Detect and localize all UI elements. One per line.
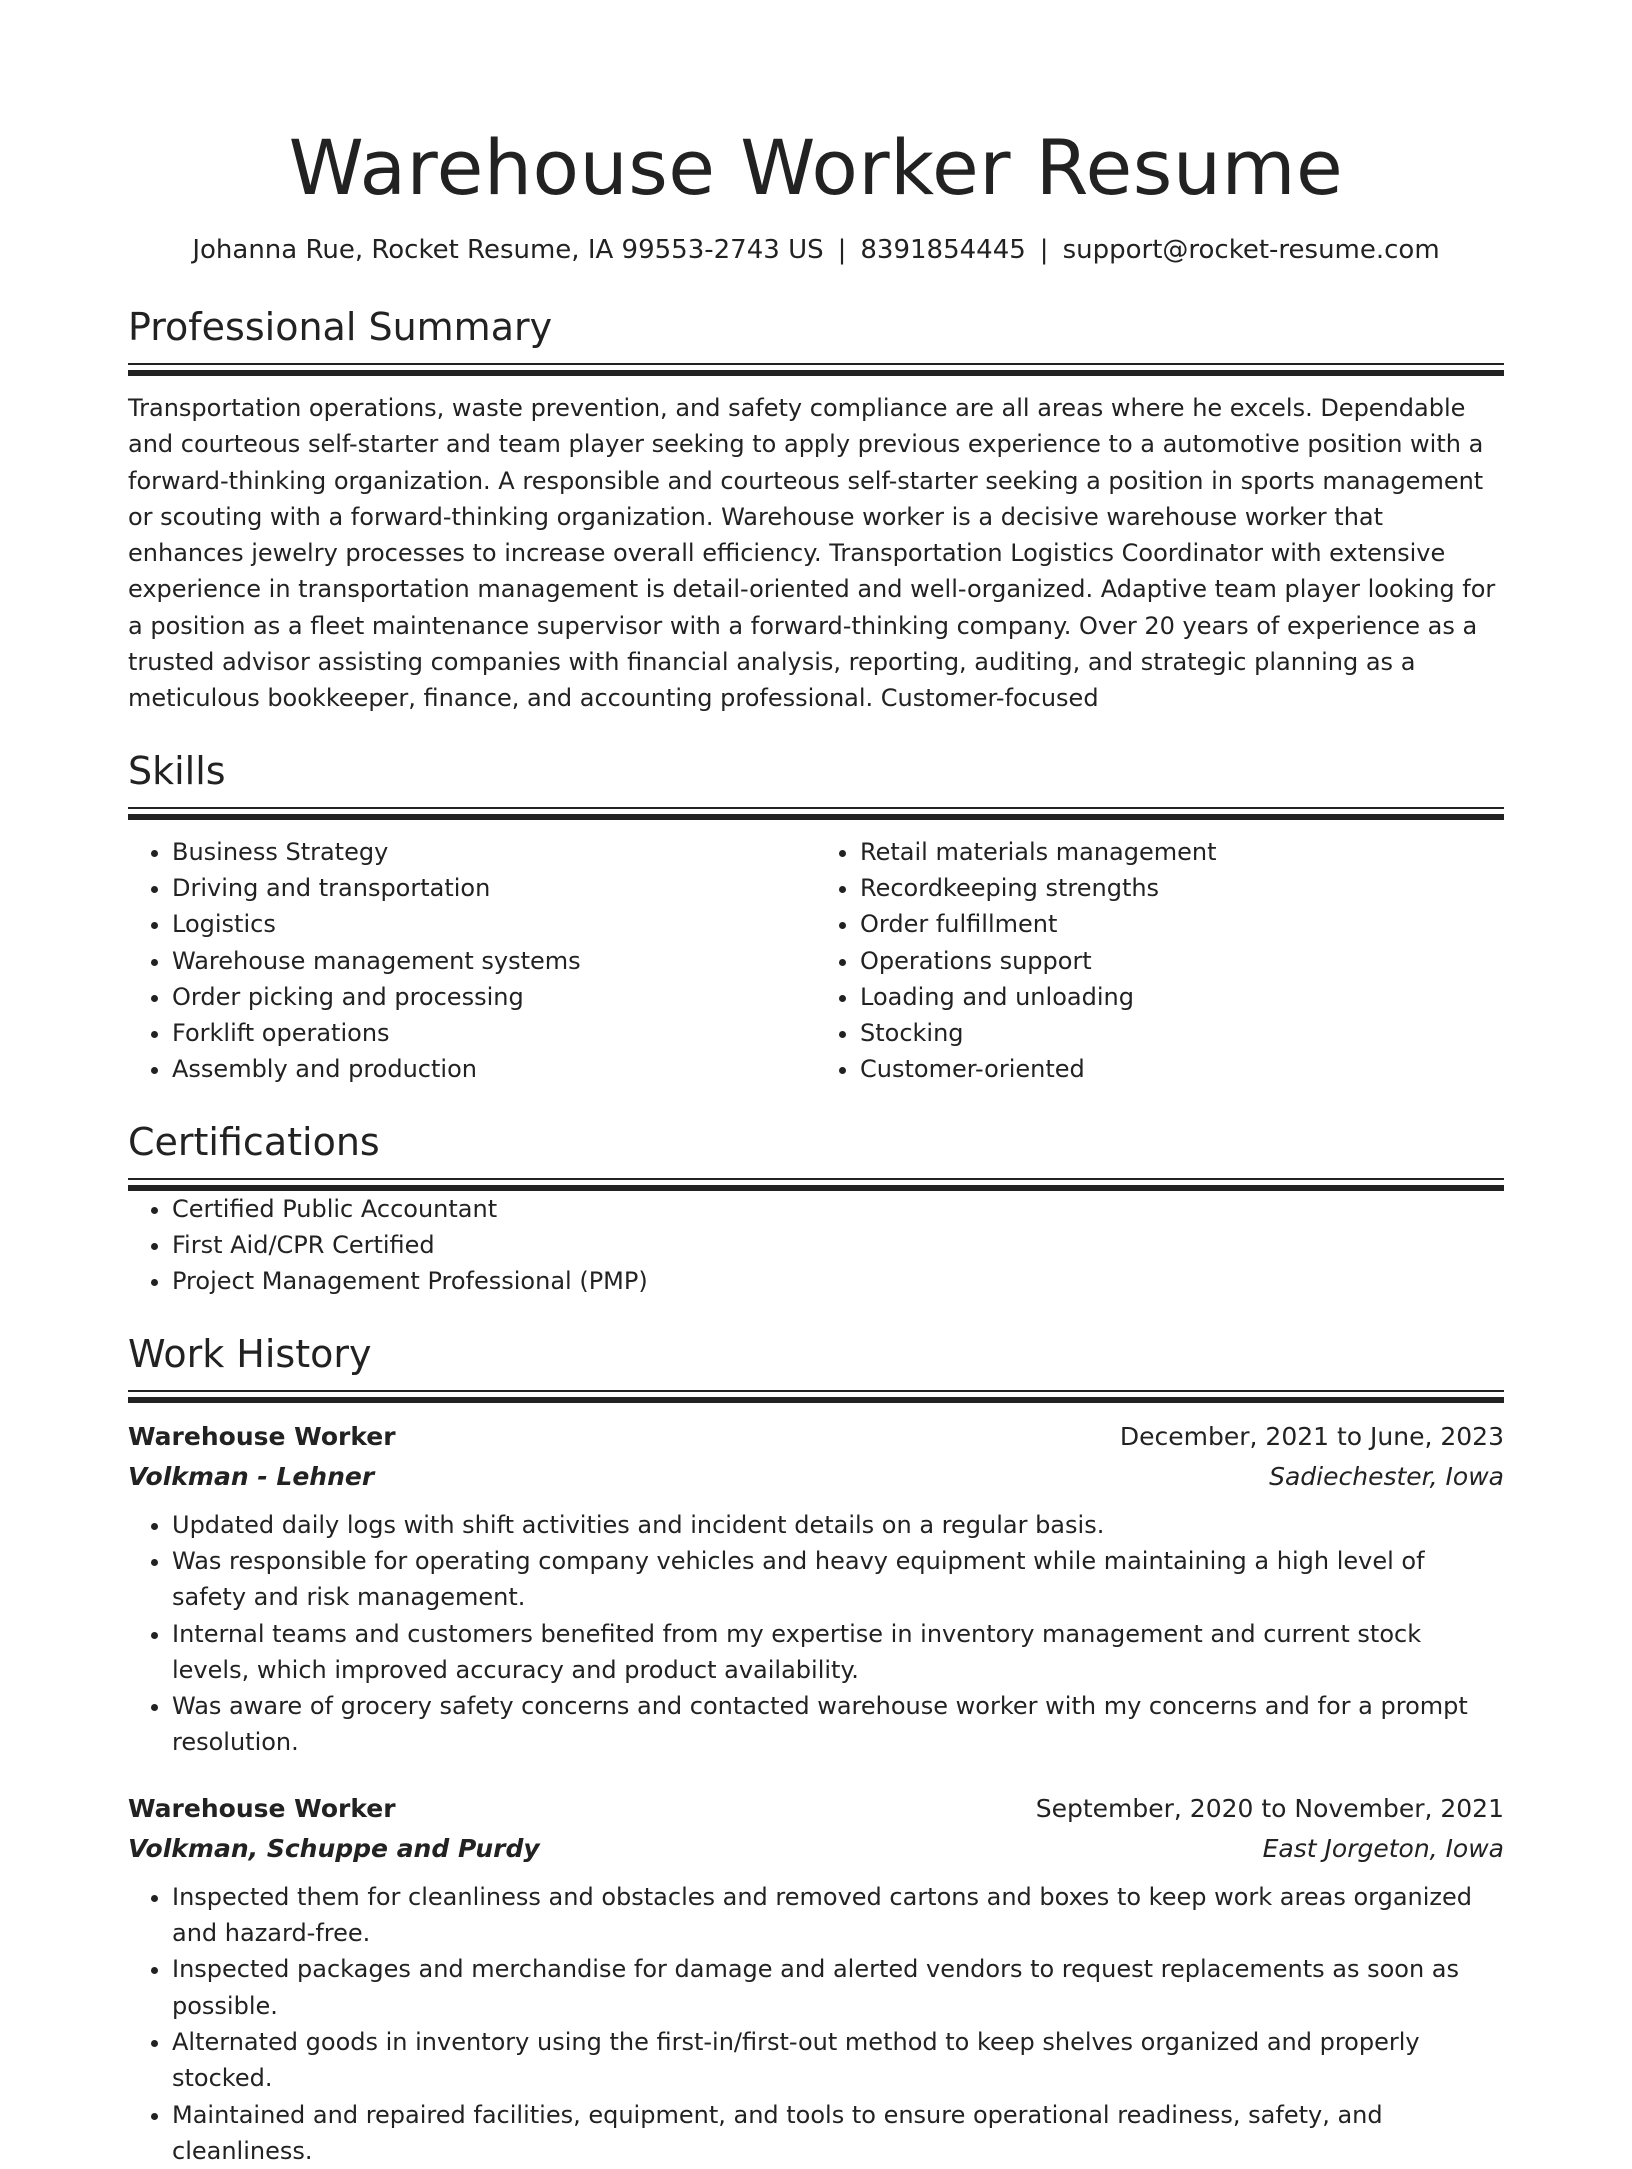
skills-heading: Skills — [128, 746, 1504, 796]
job-dates: September, 2020 to November, 2021 — [1036, 1789, 1504, 1829]
skill-item: • Logistics — [172, 906, 816, 942]
skills-section — [128, 746, 1504, 1088]
skill-item: • Order picking and processing — [172, 979, 816, 1015]
job-company-row — [128, 1829, 1504, 1869]
job-bullet: • Inspected them for cleanliness and obstacles and removed cartons and boxes to keep work areas organized and hazard-free. — [172, 1879, 1504, 1952]
section-rule-thick — [128, 1397, 1504, 1403]
contact-separator: | — [1040, 235, 1049, 265]
section-rule-thick — [128, 814, 1504, 820]
job-bullet: • Maintained and repaired facilities, equipment, and tools to ensure operational readiness, safety, and cleanliness. — [172, 2097, 1504, 2169]
job-bullet: • Was responsible for operating company vehicles and heavy equipment while maintaining a high level of safety and risk management. — [172, 1543, 1504, 1616]
skill-item: • Recordkeeping strengths — [860, 870, 1504, 906]
job-bullet: • Inspected packages and merchandise for damage and alerted vendors to request replacements as soon as possible. — [172, 1951, 1504, 2024]
skill-item: • Warehouse management systems — [172, 943, 816, 979]
skills-list-left — [128, 834, 816, 1088]
skill-item: • Stocking — [860, 1015, 1504, 1051]
job-title: Warehouse Worker — [128, 1417, 396, 1457]
skills-column-right — [816, 834, 1504, 1088]
certification-item: • Certified Public Accountant — [172, 1191, 1504, 1227]
job-location: Sadiechester, Iowa — [1269, 1457, 1504, 1497]
job-bullet: • Was aware of grocery safety concerns and contacted warehouse worker with my concerns and for a prompt resolution. — [172, 1688, 1504, 1761]
job-header-row — [128, 1789, 1504, 1829]
work-history-heading: Work History — [128, 1329, 1504, 1379]
skill-item: • Loading and unloading — [860, 979, 1504, 1015]
skill-item: • Forklift operations — [172, 1015, 816, 1051]
section-rule-thick — [128, 370, 1504, 376]
job-bullet: • Alternated goods in inventory using the first-in/first-out method to keep shelves organized and properly stocked. — [172, 2024, 1504, 2097]
job-company: Volkman, Schuppe and Purdy — [128, 1829, 540, 1869]
section-rule — [128, 807, 1504, 809]
section-rule — [128, 1178, 1504, 1180]
job-company: Volkman - Lehner — [128, 1457, 374, 1497]
section-rule — [128, 363, 1504, 365]
skills-list-right — [816, 834, 1504, 1088]
certification-item: • First Aid/CPR Certified — [172, 1227, 1504, 1263]
work-history-section — [128, 1329, 1504, 2169]
contact-email: support@rocket-resume.com — [1063, 235, 1440, 265]
resume-title: Warehouse Worker Resume — [128, 121, 1504, 215]
contact-line — [128, 232, 1504, 268]
summary-section — [128, 302, 1504, 717]
contact-phone: 8391854445 — [860, 235, 1025, 265]
job-location: East Jorgeton, Iowa — [1263, 1829, 1504, 1869]
skill-item: • Operations support — [860, 943, 1504, 979]
section-rule — [128, 1390, 1504, 1392]
certifications-section — [128, 1117, 1504, 1300]
skills-column-left — [128, 834, 816, 1088]
job-bullet: • Updated daily logs with shift activities and incident details on a regular basis. — [172, 1507, 1504, 1543]
job-title: Warehouse Worker — [128, 1789, 396, 1829]
job-company-row — [128, 1457, 1504, 1497]
skill-item: • Order fulfillment — [860, 906, 1504, 942]
skill-item: • Business Strategy — [172, 834, 816, 870]
job-bullet: • Internal teams and customers benefited from my expertise in inventory management and current stock levels, which improved accuracy and product availability. — [172, 1616, 1504, 1689]
skills-columns — [128, 834, 1504, 1088]
summary-heading: Professional Summary — [128, 302, 1504, 352]
job-bullets — [128, 1879, 1504, 2169]
job-entry — [128, 1417, 1504, 1761]
job-header-row — [128, 1417, 1504, 1457]
skill-item: • Assembly and production — [172, 1051, 816, 1087]
job-dates: December, 2021 to June, 2023 — [1120, 1417, 1504, 1457]
certifications-list — [128, 1191, 1504, 1300]
skill-item: • Customer-oriented — [860, 1051, 1504, 1087]
certifications-heading: Certifications — [128, 1117, 1504, 1167]
resume-page — [128, 0, 1504, 2169]
skill-item: • Retail materials management — [860, 834, 1504, 870]
certification-item: • Project Management Professional (PMP) — [172, 1263, 1504, 1299]
summary-text: Transportation operations, waste prevention, and safety compliance are all areas where he excels. Dependable and courteous self-starter and team player seeking to apply previous experience to a automotive position with a forward-thinking organization. A responsible and courteous self-starter seeking a position in sports management or scouting with a forward-thinking organization. Warehouse worker is a decisive warehouse worker that enhances jewelry processes to increase overall efficiency. Transportation Logistics Coordinator with extensive experience in transportation management is detail-oriented and well-organized. Adaptive team player looking for a position as a fleet maintenance supervisor with a forward-thinking company. Over 20 years of experience as a trusted advisor assisting companies with financial analysis, reporting, auditing, and strategic planning as a meticulous bookkeeper, finance, and accounting professional. Customer-focused — [128, 390, 1504, 717]
skill-item: • Driving and transportation — [172, 870, 816, 906]
job-bullets — [128, 1507, 1504, 1761]
contact-address: Johanna Rue, Rocket Resume, IA 99553-2743 US — [192, 235, 823, 265]
contact-separator: | — [838, 235, 847, 265]
